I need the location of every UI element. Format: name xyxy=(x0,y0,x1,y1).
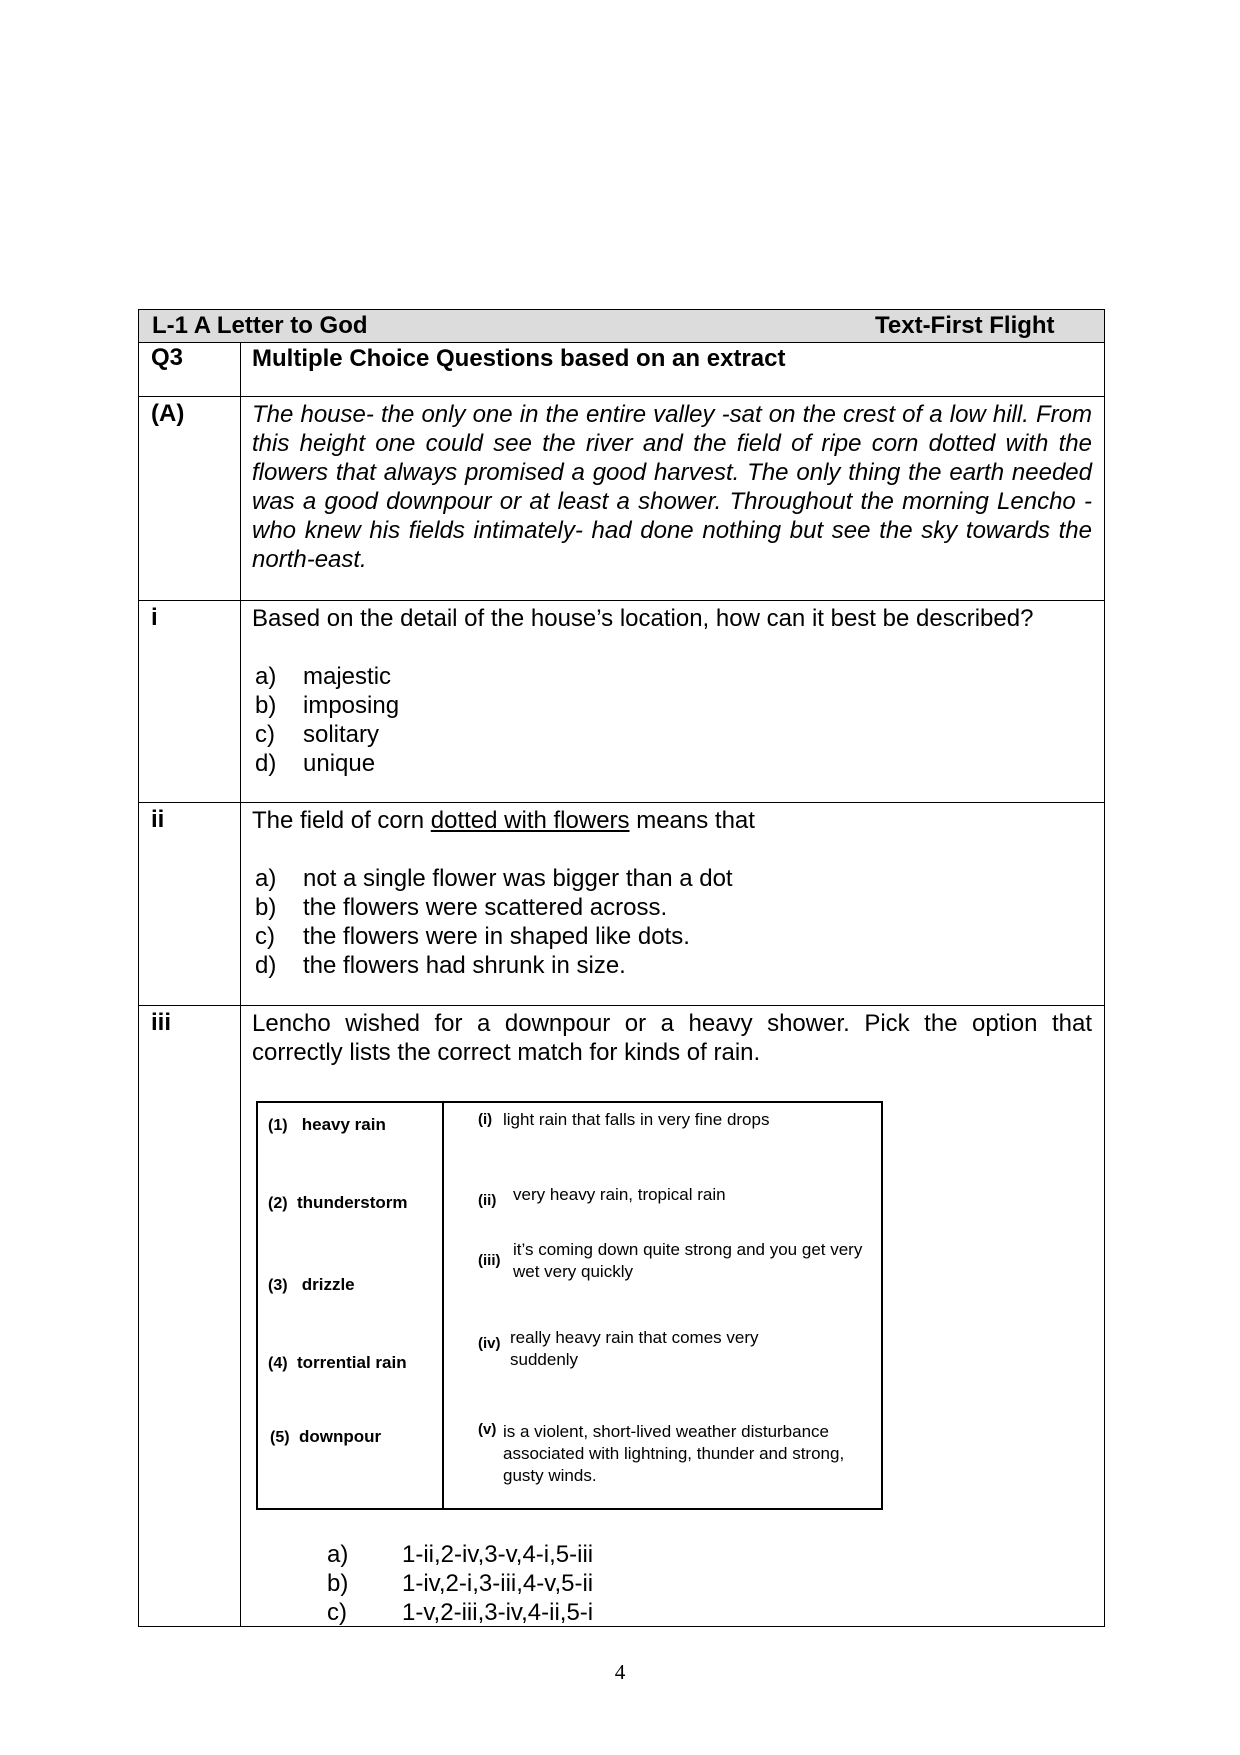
match-left-2: (2) thunderstorm xyxy=(268,1193,408,1212)
question-i-options xyxy=(255,662,399,778)
question-iii-options xyxy=(327,1540,593,1627)
q3-title: Multiple Choice Questions based on an extract xyxy=(252,345,786,372)
option-d: d) unique xyxy=(255,750,376,777)
question-ii-text: The field of corn dotted with flowers means that xyxy=(252,807,755,834)
option-a: a) not a single flower was bigger than a dot xyxy=(255,865,733,892)
option-b: b) imposing xyxy=(255,692,400,719)
extract-label: (A) xyxy=(151,400,185,427)
match-table: (1) heavy rain (2) thunderstorm (3) drizzle (4) torrential rain (5) downpour (i) light rain that falls in very fine drops (ii) very heavy rain, tropical rain (iii) it’s coming down quite strong and you get very wet very quickly (iv) really heavy rain that comes very suddenly (v) is a violent, short-lived weather disturbance associated with lightning, thunder and strong, gusty winds. xyxy=(256,1101,883,1510)
textbook-title: Text-First Flight xyxy=(875,312,1055,339)
option-b: b) the flowers were scattered across. xyxy=(255,894,668,921)
match-left-1: (1) heavy rain xyxy=(268,1115,386,1134)
row-divider xyxy=(139,1005,1104,1006)
table-header xyxy=(139,310,1104,343)
option-d: d) the flowers had shrunk in size. xyxy=(255,952,626,979)
extract-passage: The house- the only one in the entire valley -sat on the crest of a low hill. From this height one could see the river and the field of ripe corn dotted with the flowers that always promised a good harvest. The only thing the earth needed was a good downpour or at least a shower. Throughout the morning Lencho -who knew his fields intimately- had done nothing but see the sky towards the north-east. xyxy=(252,401,1092,573)
option-b: b) 1-iv,2-i,3-iii,4-v,5-ii xyxy=(327,1570,594,1597)
option-c: c) 1-v,2-iii,3-iv,4-ii,5-i xyxy=(327,1599,594,1626)
match-left-5: (5) downpour xyxy=(270,1427,382,1446)
row-divider xyxy=(139,396,1104,397)
question-i-text: Based on the detail of the house’s location, how can it best be described? xyxy=(252,605,1034,632)
row-divider xyxy=(139,802,1104,803)
page-number: 4 xyxy=(614,1660,626,1684)
question-ii-label: ii xyxy=(151,806,165,833)
option-a: a) 1-ii,2-iv,3-v,4-i,5-iii xyxy=(327,1541,594,1568)
question-iii-text: Lencho wished for a downpour or a heavy shower. Pick the option that correctly lists the correct match for kinds of rain. xyxy=(252,1010,1092,1066)
option-a: a) majestic xyxy=(255,663,392,690)
column-divider xyxy=(240,343,241,1627)
match-divider xyxy=(442,1103,444,1508)
question-ii-options xyxy=(255,864,733,980)
option-c: c) the flowers were in shaped like dots. xyxy=(255,923,690,950)
q3-label: Q3 xyxy=(151,344,184,371)
underlined-phrase: dotted with flowers xyxy=(430,807,630,834)
match-left-3: (3) drizzle xyxy=(268,1275,355,1294)
question-table xyxy=(138,309,1105,1627)
chapter-title: L-1 A Letter to God xyxy=(152,312,368,339)
match-left-4: (4) torrential rain xyxy=(268,1353,407,1372)
question-i-label: i xyxy=(151,604,158,631)
option-c: c) solitary xyxy=(255,721,380,748)
row-divider xyxy=(139,600,1104,601)
question-iii-label: iii xyxy=(151,1009,172,1036)
